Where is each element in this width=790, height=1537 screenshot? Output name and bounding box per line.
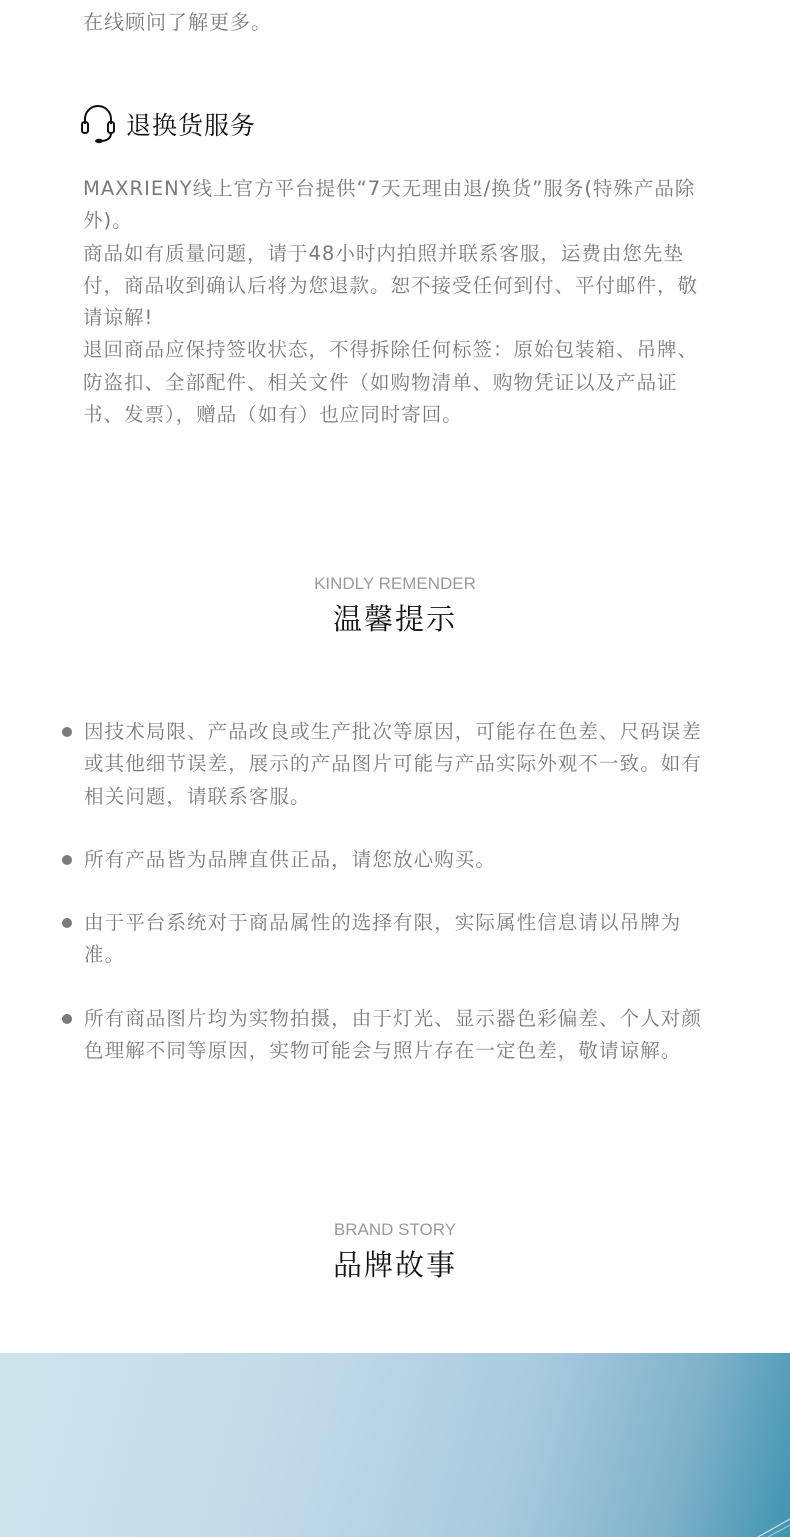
reminder-subtitle: KINDLY REMENDER (314, 574, 476, 593)
list-item (62, 844, 722, 876)
brand-story-title: 品牌故事 (332, 1248, 457, 1282)
brand-story-header (0, 1219, 790, 1285)
return-paragraph: 商品如有质量问题，请于48小时内拍照并联系客服，运费由您先垫付，商品收到确认后将为您退款。恕不接受任何到付、平付邮件，敬请谅解! (83, 241, 699, 330)
bullet-icon (62, 918, 72, 928)
reminder-list (62, 716, 722, 1067)
return-service-body (83, 173, 713, 431)
bullet-icon (62, 1014, 72, 1024)
list-item (62, 907, 722, 972)
banner-decoration (750, 1517, 790, 1537)
reminder-item-text: 所有商品图片均为实物拍摄，由于灯光、显示器色彩偏差、个人对颜色理解不同等原因，实物可能会与照片存在一定色差，敬请谅解。 (84, 1006, 703, 1063)
reminder-item-text: 所有产品皆为品牌直供正品，请您放心购买。 (84, 847, 497, 871)
return-paragraph: 退回商品应保持签收状态，不得拆除任何标签：原始包装箱、吊牌、防盗扣、全部配件、相关文件（如购物清单、购物凭证以及产品证书、发票），赠品（如有）也应同时寄回。 (83, 338, 699, 427)
return-paragraph: MAXRIENY线上官方平台提供“7天无理由退/换货”服务(特殊产品除外)。 (83, 177, 696, 233)
intro-tail-text: 在线顾问了解更多。 (83, 10, 272, 34)
brand-story-subtitle: BRAND STORY (333, 1220, 457, 1239)
brand-story-banner (0, 1353, 790, 1537)
bullet-icon (62, 855, 72, 865)
return-service-heading (80, 104, 256, 144)
headset-icon (80, 104, 116, 144)
bullet-icon (62, 727, 72, 737)
reminder-item-text: 因技术局限、产品改良或生产批次等原因，可能存在色差、尺码误差或其他细节误差，展示的产品图片可能与产品实际外观不一致。如有相关问题，请联系客服。 (84, 720, 703, 808)
list-item (62, 1003, 722, 1068)
list-item (62, 716, 722, 813)
reminder-item-text: 由于平台系统对于商品属性的选择有限，实际属性信息请以吊牌为准。 (84, 911, 682, 967)
reminder-title: 温馨提示 (332, 602, 457, 636)
reminder-header (0, 573, 790, 639)
return-service-title: 退换货服务 (126, 111, 257, 140)
